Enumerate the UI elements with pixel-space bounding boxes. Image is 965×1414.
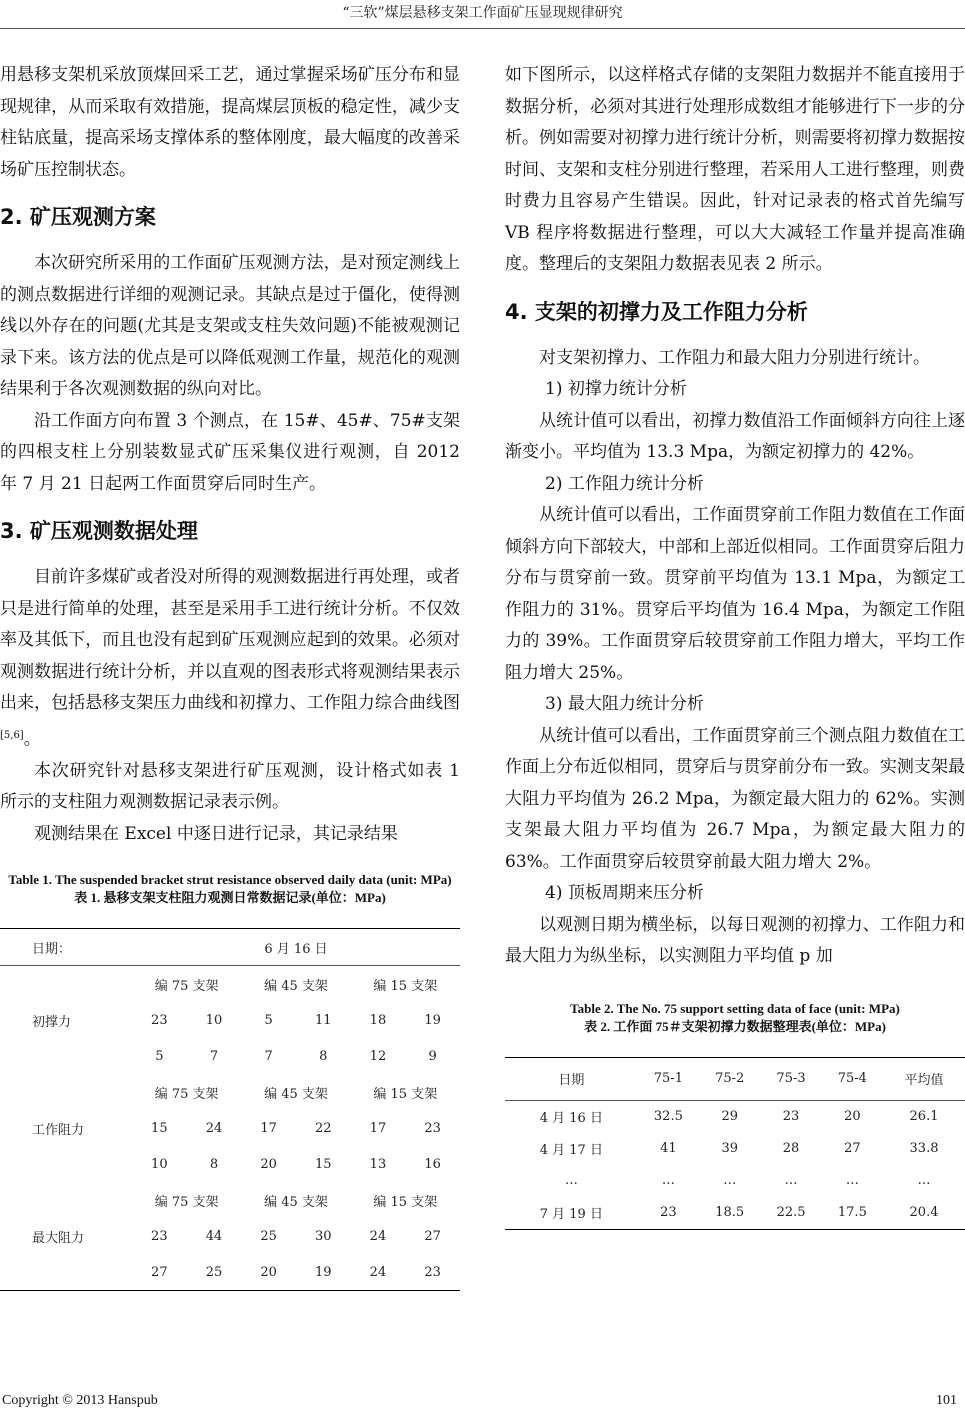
table-cell: 24 (369, 1264, 387, 1280)
table-cell: 15 (315, 1156, 332, 1172)
table-cell: 25 (260, 1228, 277, 1244)
paragraph: 如下图所示，以这样格式存储的支架阻力数据并不能直接用于数据分析，必须对其进行处理形成数组才能够进行下一步的分析。例如需要对初撑力进行统计分析，则需要将初撑力数据按时间、支架和支柱分别进行整理，若采用人工进行整理，则费时费力且容易产生错误。因此，针对记录表的格式首先编写 VB 程序将数据进行整理，可以大大减轻工作量并提高准确度。整理后的支架阻力数据表见表 2 所示。 (505, 65, 965, 274)
list-item: 2) 工作阻力统计分析 (545, 473, 704, 494)
paragraph-text: 。 (23, 729, 41, 750)
table-cell: 23 (660, 1205, 677, 1220)
table-cell: 11 (315, 1012, 332, 1028)
table-cell: 17 (260, 1120, 277, 1136)
table-cell: 16 (424, 1156, 441, 1172)
table-cell: 28 (782, 1141, 800, 1156)
table-row (0, 1110, 460, 1146)
running-header: “三软”煤层悬移支架工作面矿压显现规律研究 (342, 5, 623, 21)
table-row (0, 966, 460, 1003)
paragraph: 从统计值可以看出，工作面贯穿前三个测点阻力数值在工作面上分布近似相同，贯穿后与贯穿前分布一致。实测支架最大阻力平均值为 26.2 Mpa，为额定最大阻力的 62%。实测支架最大阻力平均值为 26.7 Mpa，为额定最大阻力的 63%。工作面贯穿后较贯穿前最大阻力增大 2%。 (505, 725, 965, 872)
table-row (505, 1165, 965, 1197)
table-cell: 7 (209, 1048, 219, 1064)
table-cell: 7 (264, 1048, 273, 1064)
support-header: 编 45 支架 (264, 1194, 328, 1210)
paragraph: 本次研究所采用的工作面矿压观测方法，是对预定测线上的测点数据进行详细的观测记录。其缺点是过于僵化，使得测线以外存在的问题(尤其是支架或支柱失效问题)不能被观测记录下来。该方法的优点是可以降低观测工作量，规范化的观测结果利于各次观测数据的纵向对比。 (0, 253, 460, 399)
table-cell: 17 (369, 1120, 387, 1136)
table-cell: … (661, 1173, 675, 1188)
paragraph: 对支架初撑力、工作阻力和最大阻力分别进行统计。 (539, 347, 930, 368)
table-cell: 20 (260, 1264, 277, 1280)
table-cell: 13 (369, 1156, 387, 1172)
table-cell: 19 (315, 1264, 332, 1280)
table-cell: … (784, 1173, 798, 1188)
table-cell: 19 (424, 1012, 441, 1028)
paragraph: 从统计值可以看出，初撑力数值沿工作面倾斜方向往上逐渐变小。平均值为 13.3 Mpa，为额定初撑力的 42%。 (505, 410, 965, 462)
table-row (0, 1146, 460, 1182)
table-cell: … (845, 1173, 859, 1188)
list-item: 4) 顶板周期来压分析 (545, 883, 704, 903)
paragraph: 观测结果在 Excel 中逐日进行记录，其记录结果 (34, 823, 398, 844)
row-label: 最大阻力 (32, 1230, 85, 1246)
paragraph-text: 目前许多煤矿或者没对所得的观测数据进行再处理，或者只是进行简单的处理，甚至是采用手工进行统计分析。不仅效率及其低下，而且也没有起到矿压观测应起到的效果。必须对观测数据进行统计分析，并以直观的图表形式将观测结果表示出来，包括悬移支架压力曲线和初撑力、工作阻力综合曲线图 (0, 567, 460, 713)
section-heading: 4. 支架的初撑力及工作阻力分析 (505, 299, 808, 324)
support-header: 编 45 支架 (264, 978, 328, 994)
table-cell: … (917, 1173, 931, 1188)
table-cell: 18 (369, 1012, 387, 1028)
paragraph: 从统计值可以看出，工作面贯穿前工作阻力数值在工作面倾斜方向下部较大，中部和上部近似相同。工作面贯穿后阻力分布与贯穿前一致。贯穿前平均值为 13.1 Mpa，为额定工作阻力的 31%。贯穿后平均值为 16.4 Mpa，为额定工作阻力的 39%。工作面贯穿后较贯穿前工作阻力增大，平均工作阻力增大 25%。 (505, 505, 965, 683)
paragraph: 以观测日期为横坐标，以每日观测的初撑力、工作阻力和最大阻力为纵坐标，以实测阻力平均值 p 加 (505, 914, 965, 966)
table-cell: 4 月 16 日 (539, 1111, 603, 1126)
table-row (0, 1218, 460, 1254)
table-cell: 10 (151, 1156, 168, 1172)
column-header: 日期 (505, 1057, 638, 1100)
table-cell: 4 月 17 日 (539, 1143, 603, 1158)
support-header: 编 15 支架 (373, 1194, 438, 1210)
table-cell: 41 (660, 1141, 677, 1156)
support-header: 编 75 支架 (154, 978, 219, 994)
table-row (0, 929, 460, 966)
table-row (0, 1002, 460, 1038)
table-cell: 15 (151, 1120, 168, 1136)
table-caption-cn: 表 1. 悬移支架支柱阻力观测日常数据记录(单位：MPa) (74, 890, 386, 906)
table-row (0, 1038, 460, 1074)
copyright: Copyright © 2013 Hanspub (2, 1393, 158, 1408)
table-cell: 39 (721, 1141, 738, 1156)
table-cell: 23 (151, 1228, 168, 1244)
support-header: 编 45 支架 (264, 1086, 328, 1102)
table-cell: 23 (424, 1264, 441, 1280)
table-cell: 12 (369, 1048, 387, 1064)
table-cell: 23 (424, 1120, 441, 1136)
column-header: 平均值 (883, 1057, 965, 1100)
paragraph: 本次研究针对悬移支架进行矿压观测，设计格式如表 1 所示的支柱阻力观测数据记录表示例。 (0, 760, 460, 813)
table-cell: 23 (151, 1012, 168, 1028)
table-caption-cn: 表 2. 工作面 75＃支架初撑力数据整理表(单位：MPa) (584, 1018, 886, 1034)
table-cell: 26.1 (909, 1109, 939, 1124)
column-header: 75-2 (699, 1057, 760, 1100)
support-header: 编 15 支架 (373, 1086, 438, 1102)
table-row (0, 1254, 460, 1291)
table-cell: 23 (782, 1109, 800, 1124)
table-row (505, 1100, 965, 1133)
support-header: 编 15 支架 (373, 978, 438, 994)
column-header: 75-4 (822, 1057, 883, 1100)
row-label: 初撑力 (32, 1014, 72, 1030)
table-cell: 25 (205, 1264, 223, 1280)
table-cell: 5 (155, 1048, 164, 1064)
table-cell: 29 (721, 1109, 738, 1124)
support-header: 编 75 支架 (154, 1194, 219, 1210)
table-cell: 32.5 (653, 1109, 683, 1124)
left-column (0, 60, 460, 1291)
table-cell: 27 (151, 1264, 168, 1280)
table-row (505, 1133, 965, 1165)
table-header-row (505, 1057, 965, 1100)
table-caption-en: Table 1. The suspended bracket strut resistance observed daily data (unit: MPa) (8, 872, 452, 888)
paragraph: 沿工作面方向布置 3 个测点，在 15#、45#、75#支架的四根支柱上分别装数显式矿压采集仪进行观测，自 2012 年 7 月 21 日起两工作面贯穿后同时生产。 (0, 410, 460, 494)
date-value: 6 月 16 日 (132, 929, 460, 966)
section-heading: 3. 矿压观测数据处理 (0, 519, 198, 543)
row-label: 工作阻力 (32, 1122, 85, 1138)
list-item: 3) 最大阻力统计分析 (545, 694, 704, 714)
table-caption-en: Table 2. The No. 75 support setting data of face (unit: MPa) (570, 1000, 900, 1016)
table-1 (0, 928, 460, 1291)
header-rule (0, 28, 965, 29)
table-cell: 33.8 (909, 1141, 939, 1156)
support-header: 编 75 支架 (154, 1086, 219, 1102)
date-label: 日期： (0, 929, 132, 966)
paragraph: 用悬移支架机采放顶煤回采工艺，通过掌握采场矿压分布和显现规律，从而采取有效措施，提高煤层顶板的稳定性，减少支柱钻底量，提高采场支撑体系的整体刚度，最大幅度的改善采场矿压控制状态。 (0, 65, 460, 180)
right-column (505, 60, 965, 1230)
table-cell: … (564, 1173, 578, 1188)
table-cell: 20 (260, 1156, 277, 1172)
table-cell: 22.5 (776, 1205, 806, 1220)
table-cell: 44 (205, 1228, 223, 1244)
table-cell: 22 (315, 1120, 332, 1136)
table-row (505, 1197, 965, 1230)
table-cell: 18.5 (715, 1205, 745, 1220)
column-header: 75-3 (760, 1057, 821, 1100)
table-cell: 9 (428, 1048, 437, 1064)
table-cell: 8 (319, 1048, 328, 1064)
table-cell: 30 (315, 1228, 332, 1244)
table-cell: 5 (264, 1012, 273, 1028)
table-2 (505, 1057, 965, 1230)
citation: [5,6] (0, 729, 24, 741)
table-cell: 17.5 (837, 1205, 867, 1220)
table-cell: 24 (205, 1120, 223, 1136)
table-cell: 7 月 19 日 (539, 1207, 603, 1222)
table-cell: 24 (369, 1228, 387, 1244)
table-cell: 10 (205, 1012, 223, 1028)
table-cell: 8 (209, 1156, 219, 1172)
table-cell: … (723, 1173, 737, 1188)
table-cell: 20.4 (909, 1205, 939, 1220)
table-row (0, 1074, 460, 1110)
table-row (0, 1182, 460, 1218)
list-item: 1) 初撑力统计分析 (545, 379, 687, 399)
table-cell: 27 (844, 1141, 861, 1156)
table-cell: 27 (424, 1228, 441, 1244)
column-header: 75-1 (638, 1057, 699, 1100)
page-number: 101 (936, 1393, 957, 1408)
paragraph (0, 562, 460, 756)
section-heading: 2. 矿压观测方案 (0, 205, 156, 229)
table-cell: 20 (844, 1109, 861, 1124)
